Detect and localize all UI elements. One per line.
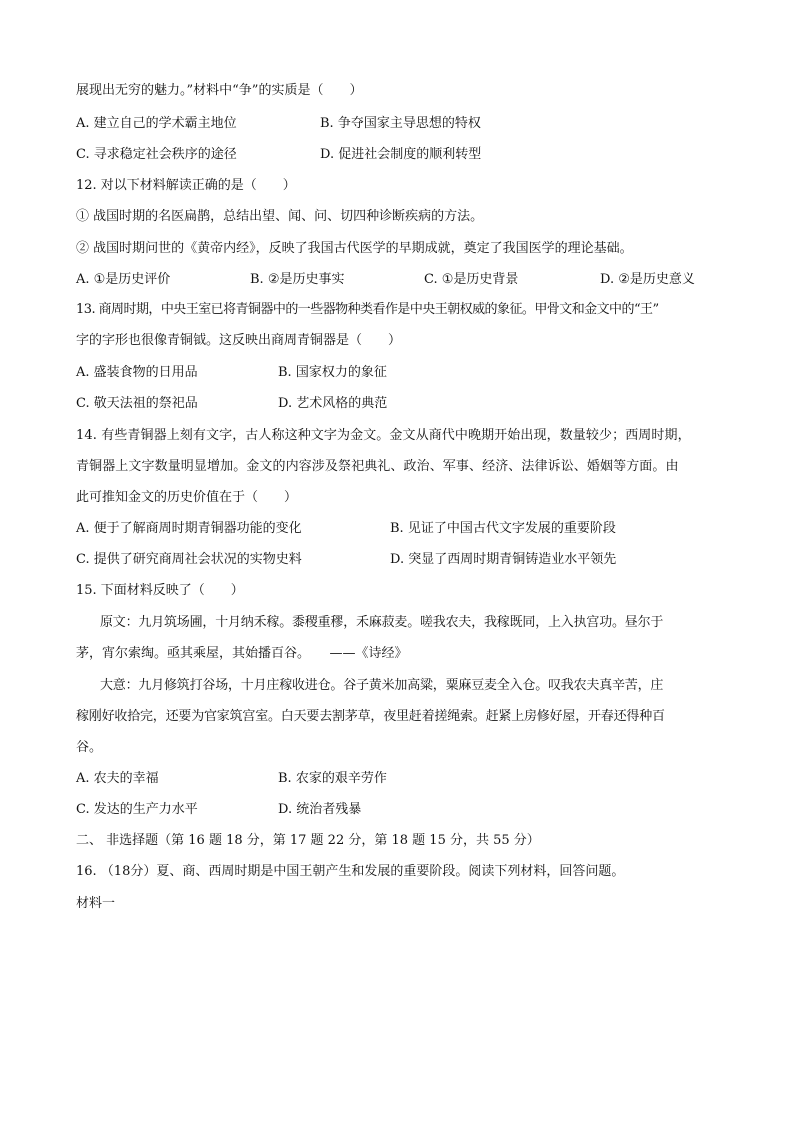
q12-stem: 12. 对以下材料解读正确的是（ ） [76,178,296,193]
q11-stem: 展现出无穷的魅力。”材料中“争”的实质是（ ） [76,83,363,98]
q11-option-a: A. 建立自己的学术霸主地位 [76,116,237,131]
q15-stem: 15. 下面材料反映了（ ） [76,583,244,598]
q14-option-d: D. 突显了西周时期青铜铸造业水平领先 [390,552,617,567]
q13-stem-line1: 13. 商周时期，中央王室已将青铜器中的一些器物种类看作是中央王朝权威的象征。甲骨文和金文中的“王” [76,302,659,317]
q14-option-a: A. 便于了解商周时期青铜器功能的变化 [76,521,302,536]
q15-option-b: B. 农家的艰辛劳作 [278,771,387,786]
q14-option-c: C. 提供了研究商周社会状况的实物史料 [76,552,302,567]
q14-stem-line3: 此可推知金文的历史价值在于（ ） [76,490,298,505]
q15-original-line1: 原文：九月筑场圃，十月纳禾稼。黍稷重穋，禾麻菽麦。嗟我农夫，我稼既同，上入执宫功。昼尔于 [100,615,664,630]
q15-meaning-line2: 稼刚好收拾完，还要为官家筑宫室。白天要去割茅草，夜里赶着搓绳索。赶紧上房修好屋，开春还得种百 [76,709,665,724]
q15-original-line2: 茅，宵尔索绹。亟其乘屋，其始播百谷。 ——《诗经》 [76,646,408,661]
q15-option-d: D. 统治者残暴 [278,802,362,817]
q12-option-b: B. ②是历史事实 [250,272,345,287]
q15-option-c: C. 发达的生产力水平 [76,802,198,817]
q14-stem-line1: 14. 有些青铜器上刻有文字，古人称这种文字为金文。金文从商代中晚期开始出现，数量较少；西周时期， [76,428,691,443]
q11-option-d: D. 促进社会制度的顺利转型 [320,147,482,162]
q13-option-a: A. 盛装食物的日用品 [76,365,198,380]
q12-option-d: D. ②是历史意义 [600,272,695,287]
q15-meaning-line1: 大意：九月修筑打谷场，十月庄稼收进仓。谷子黄米加高粱，粟麻豆麦全入仓。叹我农夫真辛苦，庄 [100,678,664,693]
q12-option-c: C. ①是历史背景 [424,272,519,287]
q13-option-d: D. 艺术风格的典范 [278,396,388,411]
q13-stem-line2: 字的字形也很像青铜钺。这反映出商周青铜器是（ ） [76,333,402,348]
q15-option-a: A. 农夫的幸福 [76,771,159,786]
q11-option-c: C. 寻求稳定社会秩序的途径 [76,147,237,162]
q15-meaning-line3: 谷。 [76,740,103,755]
q16-material-label: 材料一 [76,896,116,911]
section2-heading: 二、 非选择题（第 16 题 18 分，第 17 题 22 分，第 18 题 15 分，共 55 分） [76,833,540,848]
q13-option-b: B. 国家权力的象征 [278,365,387,380]
q12-material-1: ① 战国时期的名医扁鹊，总结出望、闻、问、切四种诊断疾病的方法。 [76,209,484,224]
q14-option-b: B. 见证了中国古代文字发展的重要阶段 [390,521,616,536]
q12-option-a: A. ①是历史评价 [76,272,171,287]
q13-option-c: C. 敬天法祖的祭祀品 [76,396,198,411]
q11-option-b: B. 争夺国家主导思想的特权 [320,116,481,131]
q14-stem-line2: 青铜器上文字数量明显增加。金文的内容涉及祭祀典礼、政治、军事、经济、法律诉讼、婚姻等方面。由 [76,459,679,474]
q16-stem: 16. （18分）夏、商、西周时期是中国王朝产生和发展的重要阶段。阅读下列材料，回答问题。 [76,864,625,879]
q12-material-2: ② 战国时期问世的《黄帝内经》，反映了我国古代医学的早期成就，奠定了我国医学的理论基础。 [76,241,633,256]
